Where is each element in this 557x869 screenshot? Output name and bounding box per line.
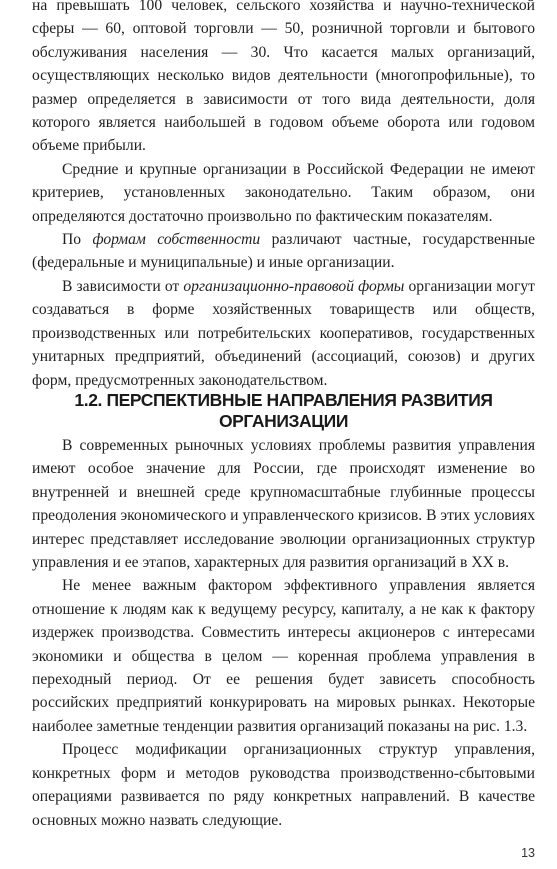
paragraph-legal-forms	[32, 275, 535, 392]
bottom-text-block	[32, 434, 535, 832]
paragraph-continued: на превышать 100 человек, сельского хозяйства и научно-технической сферы — 60, оптовой торговли — 50, розничной торговли и бытового обслуживания населения — 30. Что касается малых организаций, осуществляющих несколько видов деятельности (многопрофильные), то размер определяется в зависимости от того вида деятельности, доля которого является наибольшей в годовом объеме оборота или годовом объеме прибыли.	[32, 0, 535, 155]
paragraph-ownership-forms	[32, 228, 535, 275]
paragraph-text: различают частные, государственные (федеральные и муниципальные) и иные организации.	[32, 231, 535, 272]
paragraph-human-resources: Не менее важным фактором эффективного управления является отношение к людям как к ведущему ресурсу, капиталу, а не как к фактору издержек производства. Совместить интересы акционеров с интересами экономики и общества в целом — коренная проблема управления в переходный период. От ее решения будет зависеть способность российских предприятий конкурировать на мировых рынках. Некоторые наиболее заметные тенденции развития организаций показаны на рис. 1.3.	[32, 577, 535, 735]
italic-term: формам собственности	[92, 231, 261, 249]
top-text-block	[32, 0, 535, 392]
paragraph-market-conditions: В современных рыночных условиях проблемы развития управления имеют особое значение для России, где происходят изменение во внутренней и внешней среде крупномасштабные глубинные процессы преодоления экономического и управленческого кризисов. В этих условиях интерес представляет исследование эволюции организационных структур управления и ее этапов, характерных для развития организаций в XX в.	[32, 437, 535, 572]
page-number: 13	[521, 846, 535, 860]
paragraph-text: В зависимости от	[62, 277, 184, 295]
section-heading: 1.2. ПЕРСПЕКТИВНЫЕ НАПРАВЛЕНИЯ РАЗВИТИЯ ОРГАНИЗАЦИИ	[74, 390, 493, 431]
paragraph-modification-process: Процесс модификации организационных структур управления, конкретных форм и методов руководства производственно-сбытовыми операциями развивается по ряду конкретных направлений. В качестве основных можно назвать следующие.	[32, 741, 535, 829]
paragraph-text: По	[62, 231, 93, 249]
italic-term: организационно-правовой формы	[183, 277, 405, 295]
paragraph-size-criteria: Средние и крупные организации в Российской Федерации не имеют критериев, установленных законодательно. Таким образом, они определяются достаточно произвольно по фактическим показателям.	[32, 160, 535, 225]
paragraph-text: организации могут создаваться в форме хозяйственных товариществ или обществ, производственных или потребительских кооперативов, государственных унитарных предприятий, объединений (ассоциаций, союзов) и других форм, предусмотренных законодательством.	[32, 277, 535, 389]
